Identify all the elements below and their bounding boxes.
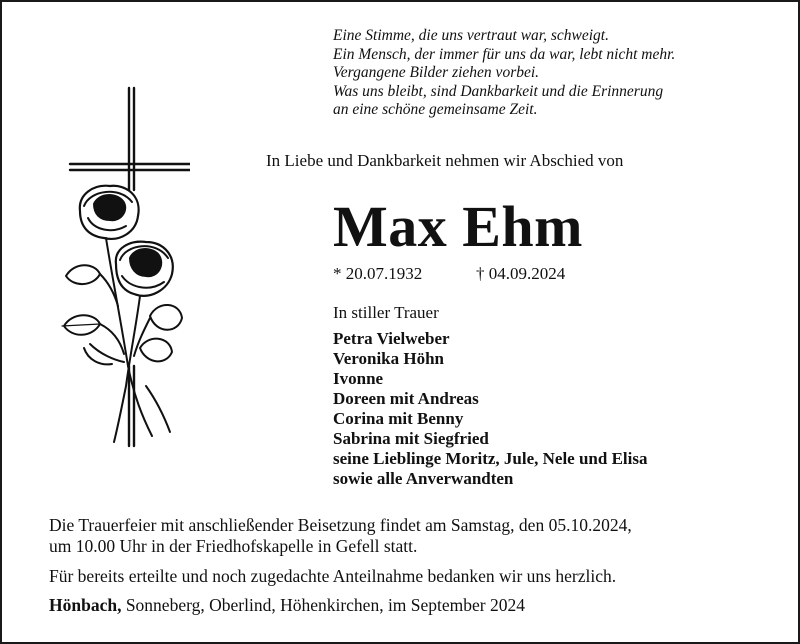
mourner-name: seine Lieblinge Moritz, Jule, Nele und Elisa <box>333 449 648 468</box>
mourner-name: sowie alle Anverwandten <box>333 469 514 488</box>
poem-line: an eine schöne gemeinsame Zeit. <box>333 101 538 118</box>
mourner-name: Corina mit Benny <box>333 409 464 428</box>
mourner-name: Ivonne <box>333 369 384 388</box>
mourner-name: Doreen mit Andreas <box>333 389 479 408</box>
place-rest: Sonneberg, Oberlind, Höhenkirchen, im September 2024 <box>121 595 526 615</box>
poem-line: Eine Stimme, die uns vertraut war, schweigt. <box>333 27 609 44</box>
farewell-intro: In Liebe und Dankbarkeit nehmen wir Abschied von <box>266 151 624 170</box>
birth-date: * 20.07.1932 <box>333 264 423 283</box>
cross-with-roses-icon <box>60 86 190 456</box>
mourner-name: Veronika Höhn <box>333 349 445 368</box>
service-line: um 10.00 Uhr in der Friedhofskapelle in Gefell statt. <box>49 535 418 556</box>
mourners-list <box>333 329 648 489</box>
life-dates <box>333 264 566 284</box>
poem-line: Ein Mensch, der immer für uns da war, lebt nicht mehr. <box>333 45 676 63</box>
funeral-service-info <box>49 515 632 556</box>
memorial-poem <box>333 27 675 120</box>
thanks-note: Für bereits erteilte und noch zugedachte Anteilnahme bedanken wir uns herzlich. <box>49 566 617 586</box>
poem-line: Was uns bleibt, sind Dankbarkeit und die Erinnerung <box>333 82 664 100</box>
mourner-name: Sabrina mit Siegfried <box>333 429 489 448</box>
death-date: † 04.09.2024 <box>476 264 566 283</box>
place-first: Hönbach, <box>49 595 122 615</box>
poem-line: Vergangene Bilder ziehen vorbei. <box>333 64 540 81</box>
places-and-date <box>49 595 525 616</box>
mourning-heading: In stiller Trauer <box>333 303 439 322</box>
mourner-name: Petra Vielweber <box>333 329 450 348</box>
service-line: Die Trauerfeier mit anschließender Beisetzung findet am Samstag, den 05.10.2024, <box>49 515 632 535</box>
deceased-name: Max Ehm <box>333 194 583 259</box>
